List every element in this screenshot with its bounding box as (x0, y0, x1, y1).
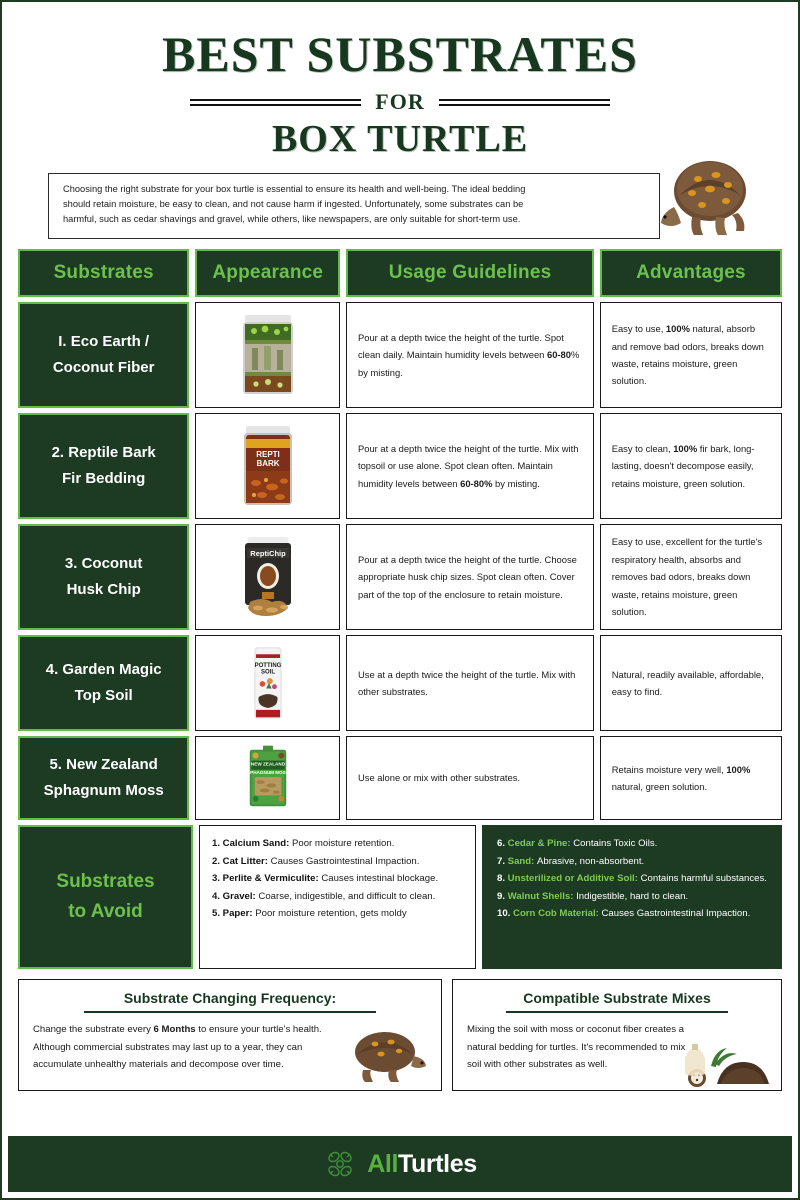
avoid-item-description: Contains Toxic Oils. (573, 838, 658, 849)
avoid-item-term: Calcium Sand: (222, 838, 292, 849)
substrates-table (18, 249, 782, 820)
column-header-label: Advantages (636, 262, 746, 283)
substrate-changing-frequency-panel (18, 979, 442, 1091)
title-rule-left (190, 98, 361, 107)
intro-box (48, 173, 660, 239)
avoid-list-item (212, 854, 465, 871)
usage-cell (346, 635, 594, 731)
avoid-item-description: Abrasive, non-absorbent. (537, 855, 645, 867)
title-connector: FOR (375, 89, 425, 114)
substrate-name-cell (18, 736, 189, 820)
svg-text:SPHAGNUM MOSS: SPHAGNUM MOSS (246, 769, 289, 775)
table-row (18, 302, 782, 408)
brand-all: All (367, 1149, 399, 1178)
substrates-to-avoid-section (18, 825, 782, 969)
advantages-cell (600, 635, 782, 731)
substrate-name: 2. Reptile Bark Fir Bedding (51, 443, 156, 487)
mixes-heading: Compatible Substrate Mixes (506, 990, 728, 1013)
footer-bar (8, 1136, 792, 1192)
avoid-item-description: Causes Gastrointestinal Impaction. (270, 855, 420, 867)
title-rule-right (439, 98, 610, 107)
title-block (8, 8, 792, 161)
avoid-list-item (212, 836, 465, 853)
advantages-text: Retains moisture very well, 100% natural, green solution. (611, 763, 751, 792)
title-connector-row (190, 89, 610, 115)
avoid-item-number: 6. (497, 838, 508, 849)
avoid-right-list (497, 836, 769, 923)
avoid-item-term: Cat Litter: (222, 855, 271, 867)
potting-soil-bag-icon (240, 645, 296, 721)
frequency-text: Change the substrate every 6 Months to ensure your turtle's health. Although commercial substrates may last up to a year, they can accumulate unhealthy materials and decompose over time. (33, 1024, 322, 1071)
avoid-item-term: Unsterilized or Additive Soil: (507, 873, 641, 884)
page-subtitle: BOX TURTLE (271, 118, 529, 160)
avoid-item-term: Sand: (507, 855, 537, 867)
column-header-label: Usage Guidelines (388, 262, 552, 283)
usage-text: Use at a depth twice the height of the turtle. Mix with other substrates. (357, 668, 576, 697)
advantages-text: Easy to clean, 100% fir bark, long-lasting, doesn't decompose easily, retains moisture, green solution. (611, 442, 755, 489)
avoid-item-description: Poor moisture retention, gets moldy (255, 908, 407, 919)
reptichip-bag-icon (240, 536, 296, 618)
avoid-item-term: Walnut Shells: (507, 890, 577, 902)
avoid-item-number: 10. (497, 908, 514, 919)
substrate-name-cell (18, 302, 189, 408)
avoid-item-term: Cedar & Pine: (507, 838, 574, 849)
table-header-row (18, 249, 782, 297)
avoid-list-left (199, 825, 476, 969)
avoid-list-item (497, 854, 769, 871)
allturtles-logo-icon (323, 1147, 357, 1181)
usage-text: Pour at a depth twice the height of the turtle. Choose appropriate husk chip sizes. Spot clean often. Cover part of the top of the enclosure to retain moisture. (357, 553, 577, 600)
svg-text:BARK: BARK (256, 459, 280, 468)
usage-cell (346, 524, 594, 630)
advantages-text: Easy to use, 100% natural, absorb and remove bad odors, breaks down waste, retains moisture, green solution. (611, 323, 764, 387)
avoid-item-number: 5. (212, 908, 223, 919)
column-header-substrates (18, 249, 189, 297)
substrate-image-cell (195, 635, 340, 731)
page-inner (8, 8, 792, 1192)
avoid-item-description: Coarse, indigestible, and difficult to clean. (258, 890, 436, 902)
compatible-substrate-mixes-panel (452, 979, 782, 1091)
avoid-title-cell (18, 825, 193, 969)
avoid-item-term: Paper: (222, 908, 256, 919)
usage-cell (346, 413, 594, 519)
page-title: BEST SUBSTRATES (162, 26, 638, 82)
avoid-item-term: Gravel: (222, 890, 259, 902)
avoid-item-term: Perlite & Vermiculite: (222, 873, 322, 884)
svg-text:SOIL: SOIL (260, 669, 275, 676)
avoid-item-number: 4. (212, 890, 223, 902)
table-row (18, 413, 782, 519)
advantages-text: Easy to use, excellent for the turtle's respiratory health, absorbs and removes bad odors, breaks down waste, retains moisture, green solution. (611, 536, 763, 618)
usage-cell (346, 302, 594, 408)
svg-text:POTTING: POTTING (254, 663, 282, 670)
turtle-side-illustration (341, 1026, 427, 1084)
eco-earth-bag-icon (240, 314, 296, 396)
substrate-name: I. Eco Earth / Coconut Fiber (52, 332, 155, 376)
avoid-item-number: 2. (212, 855, 223, 867)
column-header-appearance (195, 249, 340, 297)
column-header-label: Substrates (53, 262, 154, 283)
table-row (18, 524, 782, 630)
avoid-item-number: 3. (212, 873, 223, 884)
brand-wordmark (367, 1150, 476, 1179)
substrate-image-cell (195, 413, 340, 519)
usage-text: Pour at a depth twice the height of the turtle. Mix with topsoil or use alone. Spot clean often. Maintain humidity levels between 60-80% by misting. (357, 442, 579, 489)
avoid-item-description: Contains harmful substances. (640, 873, 767, 884)
substrate-name: 5. New Zealand Sphagnum Moss (43, 755, 164, 799)
coconut-and-soil-illustration (677, 1034, 773, 1088)
avoid-left-list (212, 836, 465, 923)
usage-cell (346, 736, 594, 820)
column-header-advantages (600, 249, 782, 297)
mixes-text: Mixing the soil with moss or coconut fiber creates a natural bedding for turtles. It's recommended to mix soil with other substrates as well. (467, 1024, 686, 1071)
table-row (18, 635, 782, 731)
substrate-name-cell (18, 524, 189, 630)
frequency-heading: Substrate Changing Frequency: (84, 990, 376, 1013)
intro-text: Choosing the right substrate for your box turtle is essential to ensure its health and well-being. The ideal bedding should retain moisture, be easy to clean, and not cause harm if ingested. Unfortunately, some substrates can be harmful, such as cedar shavings and gravel, while others, like newspapers, are only suitable for short-term use. (63, 184, 526, 225)
advantages-text: Natural, readily available, affordable, easy to find. (611, 668, 764, 697)
substrate-name: 4. Garden Magic Top Soil (45, 660, 162, 704)
avoid-list-item (212, 889, 465, 906)
substrate-name: 3. Coconut Husk Chip (64, 554, 143, 598)
avoid-item-number: 1. (212, 838, 223, 849)
svg-text:ReptiChip: ReptiChip (249, 549, 286, 558)
brand-turtles: Turtles (398, 1149, 477, 1178)
substrate-image-cell (195, 736, 340, 820)
avoid-list-item (497, 836, 769, 853)
sphagnum-moss-box-icon (240, 744, 296, 812)
substrate-image-cell (195, 302, 340, 408)
avoid-item-description: Causes intestinal blockage. (321, 873, 439, 884)
usage-text: Use alone or mix with other substrates. (357, 772, 521, 784)
avoid-item-number: 8. (497, 873, 508, 884)
usage-text: Pour at a depth twice the height of the turtle. Spot clean daily. Maintain humidity levels between 60-80% by misting. (357, 331, 580, 378)
column-header-usage-guidelines (346, 249, 594, 297)
substrate-image-cell (195, 524, 340, 630)
avoid-item-description: Poor moisture retention. (291, 838, 395, 849)
avoid-item-number: 7. (497, 855, 508, 867)
avoid-title: Substrates to Avoid (56, 870, 155, 922)
avoid-list-item (497, 906, 769, 923)
advantages-cell (600, 302, 782, 408)
avoid-list-item (497, 889, 769, 906)
avoid-item-description: Indigestible, hard to clean. (576, 890, 689, 902)
avoid-item-description: Causes Gastrointestinal Impaction. (601, 908, 751, 919)
advantages-cell (600, 736, 782, 820)
avoid-list-item (212, 871, 465, 888)
table-row (18, 736, 782, 820)
avoid-item-number: 9. (497, 890, 508, 902)
svg-text:NEW ZEALAND: NEW ZEALAND (250, 761, 285, 767)
advantages-cell (600, 524, 782, 630)
avoid-list-item (497, 871, 769, 888)
avoid-item-term: Corn Cob Material: (513, 908, 602, 919)
reptile-bark-bag-icon (240, 425, 296, 507)
svg-text:REPTI: REPTI (255, 450, 280, 459)
intro-zone (48, 173, 768, 239)
column-header-label: Appearance (212, 262, 324, 283)
box-turtle-illustration (658, 155, 766, 241)
bottom-panels (18, 979, 782, 1091)
substrate-name-cell (18, 635, 189, 731)
avoid-list-right (482, 825, 782, 969)
advantages-cell (600, 413, 782, 519)
avoid-list-item (212, 906, 465, 923)
substrate-name-cell (18, 413, 189, 519)
